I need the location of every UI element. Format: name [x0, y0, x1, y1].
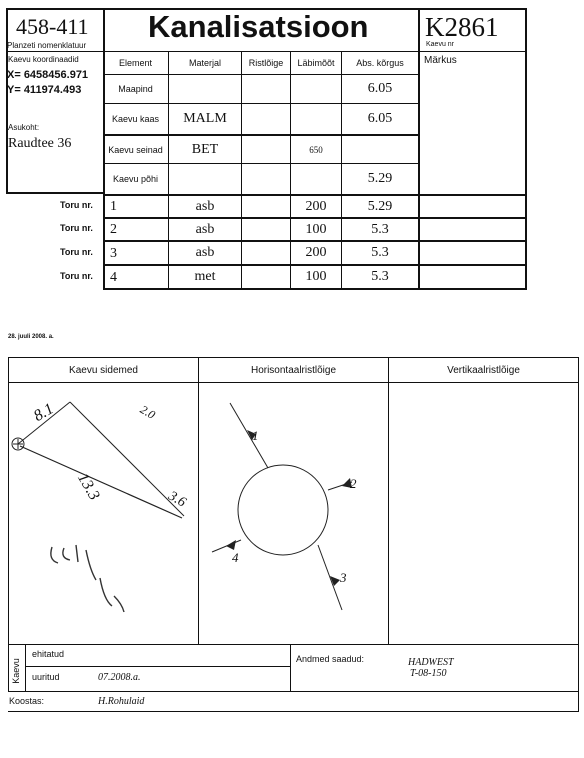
pipe-label: Toru nr.: [60, 200, 93, 210]
pipe-nr: 3: [110, 246, 117, 261]
handwritten-note: [51, 545, 124, 612]
row-element: Maapind: [118, 84, 153, 94]
col-header-element: Element: [118, 58, 153, 68]
pipe-nr: 1: [110, 199, 117, 214]
row-element: Kaevu seinad: [108, 144, 163, 155]
pipe-diameter: 200: [305, 245, 327, 260]
footer-mid-div: [290, 644, 291, 692]
sketch-col-ties: Kaevu sidemed: [69, 364, 138, 376]
source-value-2: T-08-150: [410, 668, 447, 679]
col-header-diameter: Läbimõõt: [297, 58, 335, 68]
row-material: BET: [191, 141, 219, 157]
footer-side-div: [25, 644, 26, 692]
pipe-number-label: 2: [350, 476, 357, 491]
footer-row-div: [25, 666, 290, 667]
pipe-label: Toru nr.: [60, 271, 93, 281]
address: Raudtee 36: [8, 136, 72, 151]
tie-label-b: 13.3: [74, 470, 103, 504]
well-id: K2861: [425, 12, 499, 42]
coord-x: X= 6458456.971: [7, 69, 89, 81]
pipe-height: 5.3: [371, 221, 389, 237]
col-header-section: Ristlõige: [248, 58, 284, 68]
sheet-code-label: Planzeti nomenklatuur: [7, 41, 87, 50]
col-header-notes: Märkus: [424, 55, 457, 66]
address-label: Asukoht:: [8, 123, 40, 132]
pipe-diameter: 100: [305, 269, 327, 284]
coord-y: Y= 411974.493: [7, 84, 82, 96]
pipe-material: met: [194, 269, 216, 284]
tie-label-a: 8.1: [30, 400, 57, 425]
sketch-col-horizontal: Horisontaalristlõige: [250, 364, 337, 376]
tie-label-d: 2.0: [137, 402, 158, 422]
col-header-material: Materjal: [188, 58, 221, 68]
source-label: Andmed saadud:: [296, 654, 365, 664]
footer-author-bottom: [8, 711, 579, 712]
pipe-nr: 2: [110, 222, 117, 237]
pipe-label: Toru nr.: [60, 247, 93, 257]
pipe-height: 5.29: [367, 198, 393, 214]
surveyed-value: 07.2008.a.: [98, 672, 141, 683]
row-height: 5.29: [367, 171, 393, 186]
row-element: Kaevu põhi: [112, 174, 159, 184]
pipe-line-1: [230, 403, 268, 468]
coords-label: Kaevu koordinaadid: [8, 55, 79, 64]
footer-right-border: [578, 644, 579, 712]
sketch-col-vertical: Vertikaalristlõige: [447, 364, 520, 376]
footer-left-border: [8, 644, 9, 692]
source-value-1: HADWEST: [408, 657, 454, 668]
row-height: 6.05: [367, 111, 393, 126]
pipe-label: Toru nr.: [60, 223, 93, 233]
pipe-diameter: 200: [305, 198, 327, 214]
row-height: 6.05: [367, 81, 393, 96]
row-material: MALM: [183, 111, 227, 126]
pipe-height: 5.3: [371, 269, 389, 284]
built-label: ehitatud: [32, 649, 65, 659]
arrow-icon: [226, 540, 236, 550]
footer-side-label: Kaevu: [10, 658, 21, 684]
well-id-label: Kaevu nr: [426, 41, 455, 48]
pipe-material: asb: [195, 221, 215, 237]
pipe-diameter: 100: [305, 221, 327, 237]
date-stamp: 28. juuli 2008. a.: [8, 334, 54, 340]
tie-label-c: 3.6: [165, 488, 189, 511]
col-header-height: Abs. kõrgus: [356, 58, 404, 68]
surveyed-label: uuritud: [32, 672, 60, 682]
pipe-height: 5.3: [371, 245, 389, 260]
sheet-code: 458-411: [16, 14, 89, 39]
row-diameter: 650: [309, 144, 323, 155]
pipe-number-label: 1: [252, 428, 259, 443]
author-value: H.Rohulaid: [98, 696, 145, 707]
page-title: Kanalisatsioon: [148, 9, 369, 44]
well-circle: [238, 465, 328, 555]
pipe-material: asb: [195, 245, 215, 260]
tie-line-b: [20, 446, 182, 518]
pipe-material: asb: [195, 198, 215, 214]
pipe-nr: 4: [110, 270, 117, 285]
pipe-number-label: 3: [340, 570, 347, 585]
footer-bottom-div: [8, 691, 579, 692]
pipe-number-label: 4: [232, 550, 239, 565]
author-label: Koostas:: [9, 696, 45, 706]
row-element: Kaevu kaas: [111, 114, 160, 124]
pipe-line-3: [318, 545, 342, 610]
